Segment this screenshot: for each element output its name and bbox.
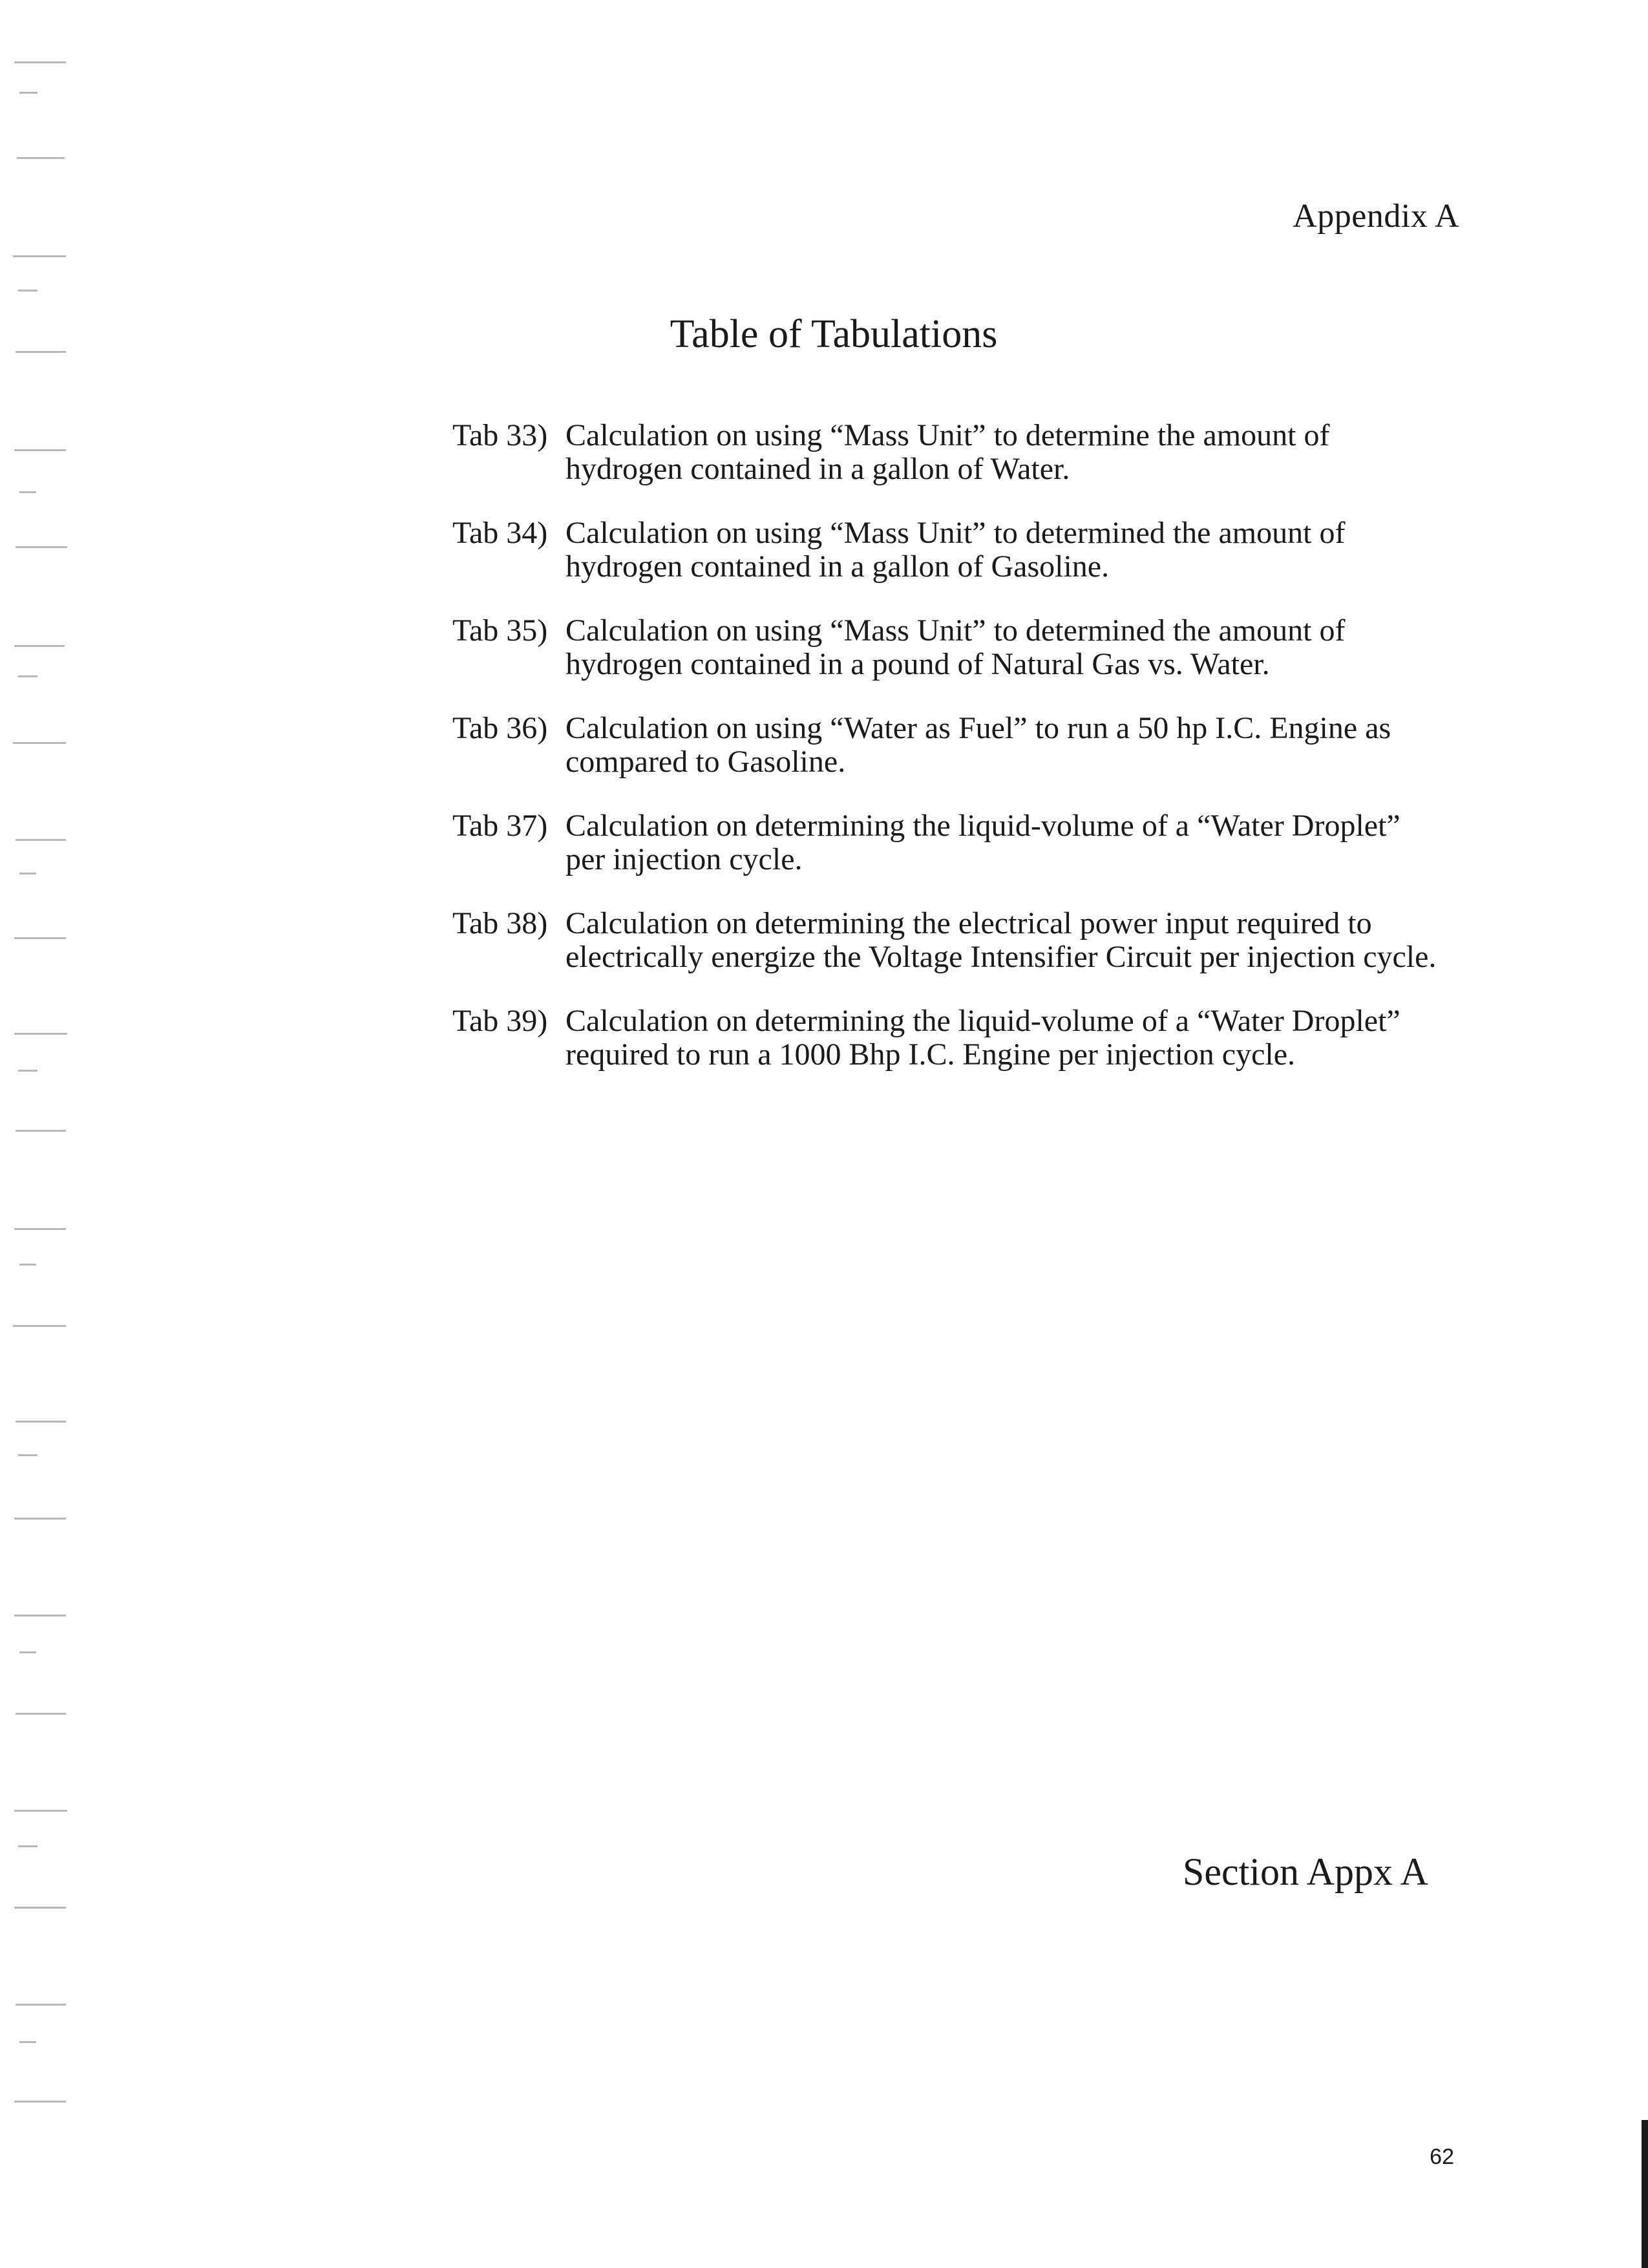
page-title: Table of Tabulations xyxy=(670,312,998,356)
tabulation-entry xyxy=(452,907,1486,1004)
tabulation-id: Tab 33) xyxy=(452,418,548,452)
tabulation-description: Calculation on determining the liquid-volume of a “Water Droplet” per injection cycle. xyxy=(565,809,1400,876)
tabulation-entry xyxy=(452,809,1486,907)
tabulation-list xyxy=(452,419,1486,1102)
tabulation-description: Calculation on determining the electrical power input required to electrically energize the Voltage Intensifier Circuit per injection cycle. xyxy=(565,906,1437,974)
page-number: 62 xyxy=(1430,2145,1454,2169)
appendix-header: Appendix A xyxy=(1293,198,1459,235)
tabulation-id: Tab 37) xyxy=(452,809,548,843)
page-edge-shadow xyxy=(1642,2120,1648,2268)
tabulation-id: Tab 38) xyxy=(452,906,548,940)
tabulation-description: Calculation on using “Mass Unit” to determine the amount of hydrogen contained in a gallon of Water. xyxy=(565,418,1330,486)
tabulation-id: Tab 34) xyxy=(452,516,548,550)
tabulation-description: Calculation on determining the liquid-volume of a “Water Droplet” required to run a 1000 Bhp I.C. Engine per injection cycle. xyxy=(565,1004,1400,1072)
tabulation-description: Calculation on using “Mass Unit” to determined the amount of hydrogen contained in a pound of Natural Gas vs. Water. xyxy=(565,613,1346,681)
tabulation-description: Calculation on using “Water as Fuel” to run a 50 hp I.C. Engine as compared to Gasoline. xyxy=(565,711,1391,779)
tabulation-id: Tab 36) xyxy=(452,711,548,745)
tabulation-entry xyxy=(452,419,1486,516)
tabulation-description: Calculation on using “Mass Unit” to determined the amount of hydrogen contained in a gallon of Gasoline. xyxy=(565,516,1346,584)
tabulation-entry xyxy=(452,614,1486,712)
tabulation-id: Tab 39) xyxy=(452,1004,548,1038)
section-label: Section Appx A xyxy=(1182,1850,1428,1893)
tabulation-entry xyxy=(452,712,1486,809)
tabulation-id: Tab 35) xyxy=(452,613,548,648)
tabulation-entry xyxy=(452,516,1486,614)
tabulation-entry xyxy=(452,1004,1486,1102)
